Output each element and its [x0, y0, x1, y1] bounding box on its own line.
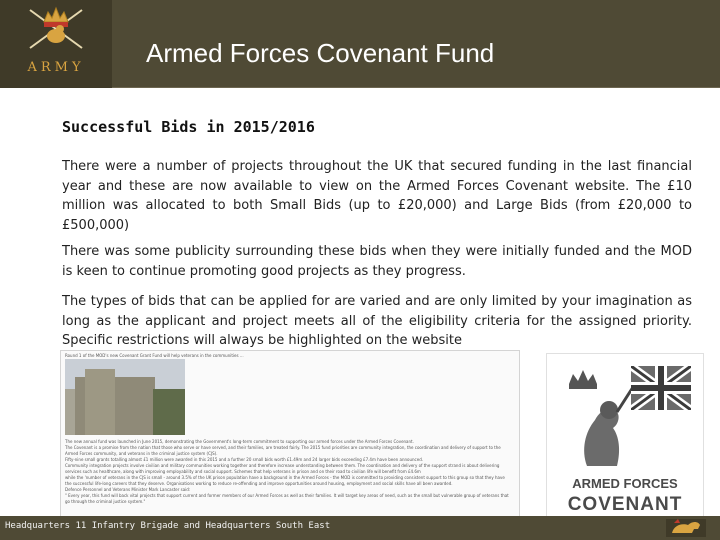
article-caption: Round 1 of the MOD's new Covenant Grant Fund will help veterans in the communities ...: [65, 353, 244, 358]
army-crest-icon: [0, 0, 112, 60]
covenant-line-1: ARMED FORCES: [572, 476, 678, 491]
article-text: [65, 439, 515, 505]
slide-title: Armed Forces Covenant Fund: [146, 38, 495, 68]
article-line: Armed Forces community, and veterans in the criminal justice system (CJS).: [65, 451, 218, 456]
armed-forces-covenant-logo: [546, 353, 704, 527]
article-line: while the 'number of veterans in the CJS is small - around 3.5% of the UK prison population have a background in the Armed Forces - the MOD is committed to providing consistent support to this group so that they have: [65, 475, 505, 480]
article-line: " Every year, this fund will back vital projects that support current and former members of our Armed Forces as well as their families. It will target key areas of need, such as the small but vulnerable group of veterans that: [65, 493, 509, 498]
article-line: The new annual fund was launched in June 2015, demonstrating the Government's long-term commitment to supporting our armed forces under the Armed Forces Covenant.: [65, 439, 414, 444]
paragraph-1: There were a number of projects throughout the UK that secured funding in the last financial year and these are now available to view on the Armed Forces Covenant website. The £10 million was allocated to both Small Bids (up to £20,000) and Large Bids (from £20,000 to £500,000): [62, 159, 692, 233]
paragraph-3: The types of bids that can be applied for are varied and are only limited by your imagination as long as the applicant and project meets all of the eligibility criteria for the assigned priority. Specific restrictions will always be highlighted on the website: [62, 294, 692, 348]
header-divider: [112, 87, 720, 88]
article-line: the successful life-long careers that they deserve. Organisations working to reduce re-offending and improve opportunities around housing, employment and social skills have all been awarded.: [65, 481, 453, 486]
paragraph-2: There was some publicity surrounding these bids when they were initially funded and the MOD is keen to continue promoting good projects as they progress.: [62, 244, 692, 279]
army-wordmark: ARMY: [27, 60, 85, 75]
article-line: The Covenant is a promise from the nation that those who serve or have served, and their families, are treated fairly. The 2015 fund priorities are community integration, the coordination and delivery of support to the: [65, 445, 501, 450]
article-line: services such as healthcare, along with improving employability and social support. Schemes that help veterans in prison and on their road to civilian life will benefit from £4.6m: [65, 469, 421, 474]
union-flag-icon: [631, 366, 691, 410]
article-line: Fifty-nine small grants totalling almost £1 million were awarded in this 2015 and a further 20 small bids worth £1.49m and 24 larger bids exceeding £7.4m have been announced.: [65, 457, 423, 462]
footer-text: Headquarters 11 Infantry Brigade and Headquarters South East: [5, 521, 331, 531]
article-photo: [65, 359, 185, 435]
brigade-emblem-icon: [664, 517, 708, 539]
army-logo: [0, 0, 112, 88]
section-heading: Successful Bids in 2015/2016: [62, 118, 315, 136]
article-line: Community integration projects involve civilian and military communities working together and therefore increase understanding between them. The coordination and delivery of the support strand is about delivering: [65, 463, 500, 468]
article-line: go through the criminal justice system.": [65, 499, 146, 504]
news-article-screenshot: [60, 350, 520, 526]
article-line: Defence Personnel and Veterans Minister Mark Lancaster said:: [65, 487, 191, 492]
covenant-line-2: COVENANT: [567, 494, 683, 515]
